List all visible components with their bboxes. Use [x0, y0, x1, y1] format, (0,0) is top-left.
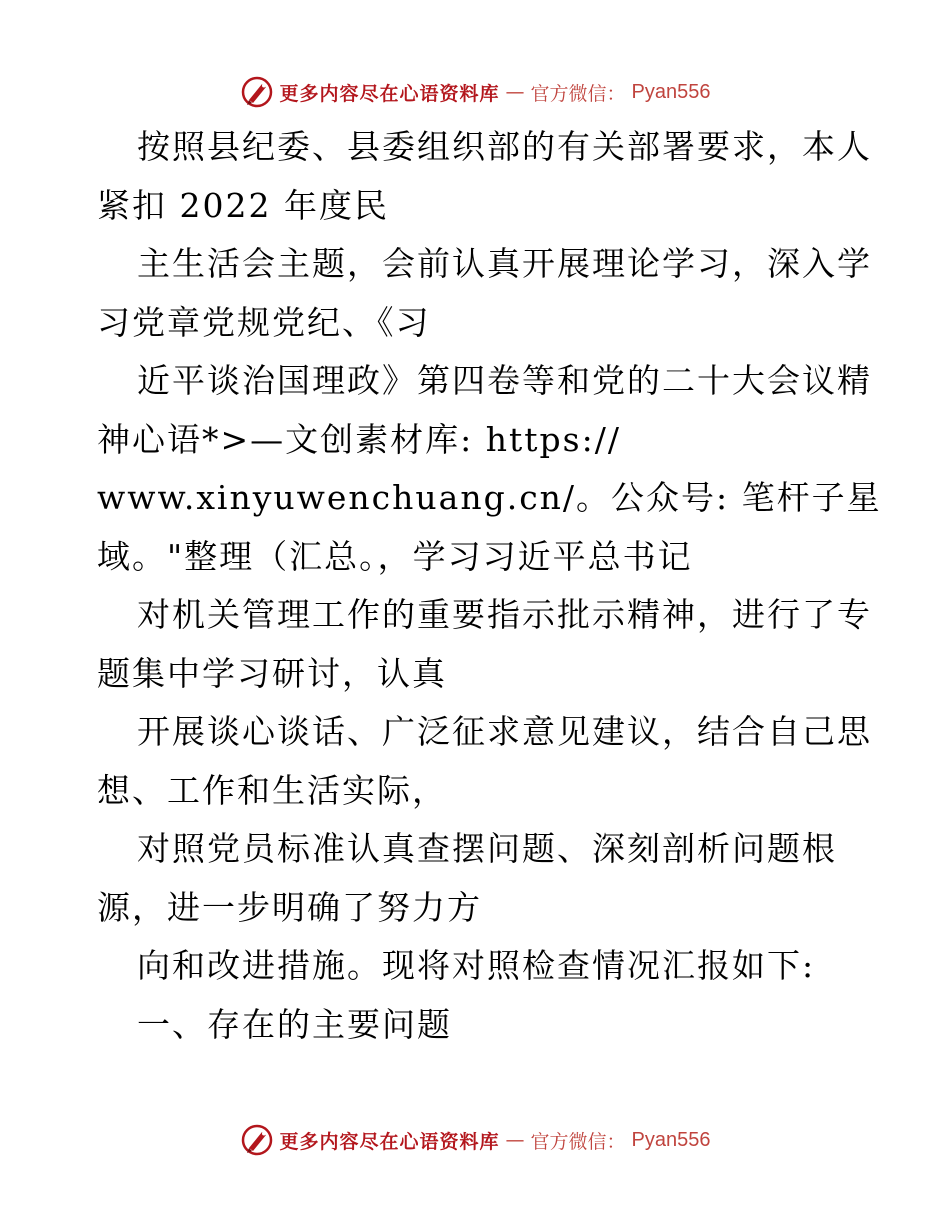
text-line: 域。"整理（汇总。，学习习近平总书记 [97, 536, 693, 576]
banner-main-text: 更多内容尽在心语资料库 [279, 82, 500, 105]
banner-wechat-id: Pyan556 [631, 80, 711, 103]
pen-logo-icon [240, 75, 274, 109]
text-line: 对机关管理工作的重要指示批示精神，进行了专 [137, 595, 872, 634]
text-line: 向和改进措施。现将对照检查情况汇报如下: [137, 946, 816, 985]
banner-dash: — [505, 81, 525, 103]
banner-wechat-label: 官方微信： [530, 1130, 626, 1153]
text-line: 按照县纪委、县委组织部的有关部署要求，本人 [137, 127, 872, 166]
text-line: 开展谈心谈话、广泛征求意见建议，结合自己思 [137, 712, 872, 751]
header-watermark-banner [0, 72, 950, 112]
text-line: 源，进一步明确了努力方 [97, 887, 482, 927]
pen-logo-icon [240, 1123, 274, 1157]
text-line: 题集中学习研讨，认真 [97, 653, 447, 693]
banner-main-text: 更多内容尽在心语资料库 [279, 1130, 500, 1153]
text-line: 神心语*>—文创素材库: https:// [97, 419, 621, 459]
banner-dash: — [505, 1129, 525, 1151]
text-line: www.xinyuwenchuang.cn/。公众号: 笔杆子星 [97, 478, 882, 517]
text-line: 近平谈治国理政》第四卷等和党的二十大会议精 [137, 361, 872, 400]
footer-watermark-banner [0, 1120, 950, 1160]
text-line: 习党章党规党纪、《习 [97, 302, 431, 342]
document-body [97, 118, 882, 1054]
section-heading: 一、存在的主要问题 [137, 1004, 452, 1044]
text-line: 紧扣 2022 年度民 [97, 185, 389, 225]
banner-wechat-label: 官方微信： [530, 82, 626, 105]
text-line: 对照党员标准认真查摆问题、深刻剖析问题根 [137, 829, 837, 868]
text-line: 想、工作和生活实际， [97, 770, 447, 810]
text-line: 主生活会主题，会前认真开展理论学习，深入学 [137, 244, 872, 283]
banner-wechat-id: Pyan556 [631, 1128, 711, 1151]
